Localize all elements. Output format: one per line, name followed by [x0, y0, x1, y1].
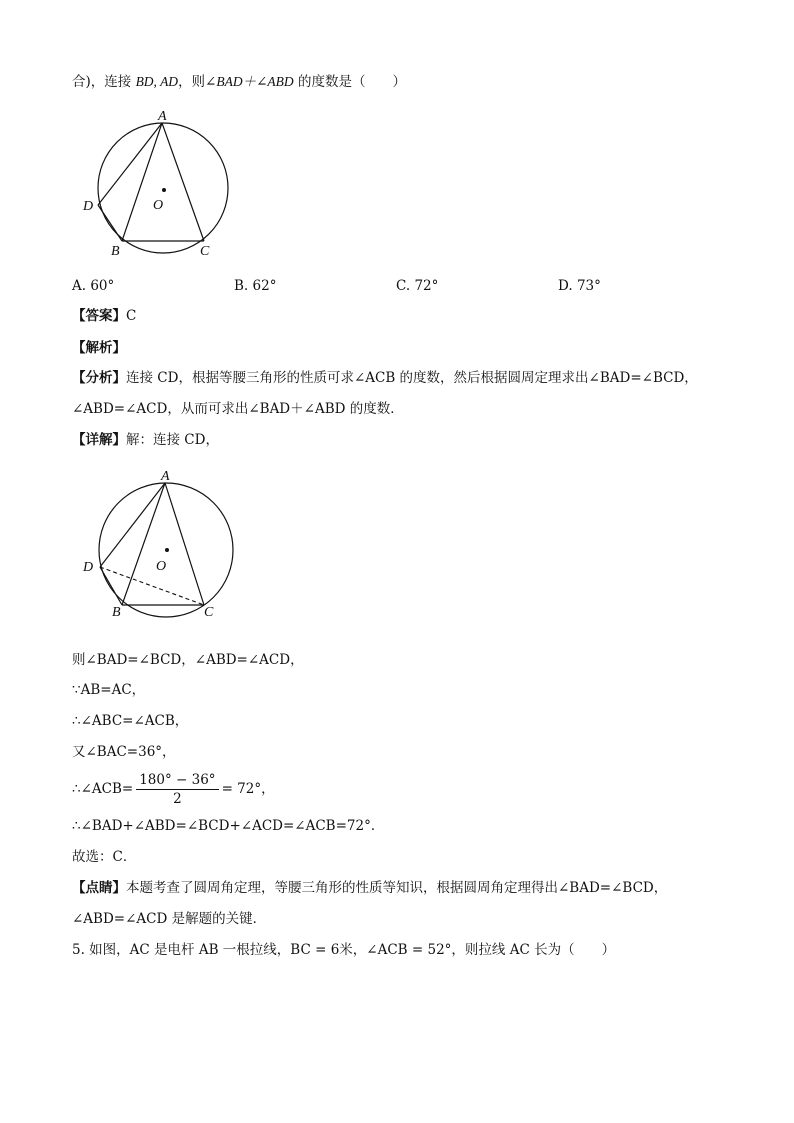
fenxi-line-1: [72, 368, 698, 388]
segment-ab: [122, 483, 165, 605]
stem-segments: BD, AD: [135, 74, 179, 89]
segment-bd: [98, 205, 122, 241]
dianjing-text-1: 本题考查了圆周角定理，等腰三角形的性质等知识，根据圆周角定理得出∠BAD=∠BCD，: [126, 880, 668, 896]
step-5-prefix: ∴∠ACB=: [72, 781, 134, 797]
label-d: D: [83, 560, 94, 575]
fraction-numerator: 180° − 36°: [136, 771, 218, 790]
choice-letter: D.: [558, 278, 573, 294]
xiangjie-line: [72, 430, 219, 450]
label-b: B: [111, 244, 120, 259]
dianjing-tag: 【点睛】: [72, 880, 126, 896]
label-a: A: [161, 469, 170, 484]
segment-cd-dashed: [100, 567, 204, 605]
label-o: O: [156, 559, 167, 574]
choice-letter: C.: [396, 278, 411, 294]
choice-letter: B.: [234, 278, 249, 294]
stem-prefix: 合)，连接: [72, 74, 136, 90]
label-a: A: [158, 109, 167, 124]
label-c: C: [200, 244, 210, 259]
answer-value: C: [126, 308, 137, 324]
choice-value: 62°: [252, 278, 277, 294]
step-5-suffix: = 72°，: [221, 781, 275, 797]
fraction: [136, 771, 218, 808]
choice-d: [558, 276, 601, 296]
choice-value: 60°: [90, 278, 115, 294]
dianjing-line-2: ∠ABD=∠ACD 是解题的关键．: [72, 911, 267, 927]
dianjing-line-1: [72, 878, 667, 898]
fenxi-text-1: 连接 CD，根据等腰三角形的性质可求∠ACB 的度数，然后根据圆周定理求出∠BAD=∠BCD，: [126, 370, 698, 386]
step-5: [72, 770, 275, 808]
choice-c: [396, 276, 438, 296]
choice-letter: A.: [72, 278, 87, 294]
segment-ad: [100, 483, 165, 567]
center-point: [162, 188, 166, 192]
answer-tag: 【答案】: [72, 308, 126, 324]
label-b: B: [112, 605, 121, 620]
circle-figure-1: [78, 108, 238, 260]
label-o: O: [153, 198, 164, 213]
answer-line: [72, 306, 136, 326]
choice-a: [72, 276, 114, 296]
step-6: ∴∠BAD+∠ABD=∠BCD+∠ACD=∠ACB=72°．: [72, 818, 385, 834]
segment-ac: [162, 123, 204, 241]
question-stem: [72, 72, 406, 92]
step-3: ∴∠ABC=∠ACB，: [72, 713, 189, 729]
segment-ac: [165, 483, 204, 605]
question-5-stem: 5. 如图，AC 是电杆 AB 一根拉线，BC = 6米，∠ACB = 52°，则拉线 AC 长为（ ）: [72, 942, 616, 958]
choice-value: 72°: [414, 278, 439, 294]
fenxi-line-2: ∠ABD=∠ACD，从而可求出∠BAD＋∠ABD 的度数．: [72, 401, 404, 417]
step-4: 又∠BAC=36°，: [72, 744, 176, 760]
step-7: 故选：C．: [72, 849, 137, 865]
segment-bd: [100, 567, 122, 605]
step-1: 则∠BAD=∠BCD，∠ABD=∠ACD，: [72, 652, 304, 668]
segment-ab: [122, 123, 162, 241]
circle-figure-2: [78, 465, 243, 623]
center-point: [165, 548, 169, 552]
label-c: C: [204, 605, 214, 620]
xiangjie-text: 解：连接 CD，: [126, 432, 219, 448]
step-2: ∵AB=AC，: [72, 682, 146, 698]
segment-ad: [98, 123, 162, 205]
choice-value: 73°: [576, 278, 601, 294]
stem-expression: BAD＋∠ABD: [216, 74, 294, 89]
stem-mid: ，则∠: [178, 74, 217, 90]
choice-b: [234, 276, 276, 296]
fraction-denominator: 2: [173, 791, 182, 807]
analysis-header: 【解析】: [72, 340, 126, 356]
xiangjie-tag: 【详解】: [72, 432, 126, 448]
label-d: D: [83, 199, 94, 214]
fenxi-tag: 【分析】: [72, 370, 126, 386]
stem-suffix: 的度数是（ ）: [293, 74, 406, 90]
